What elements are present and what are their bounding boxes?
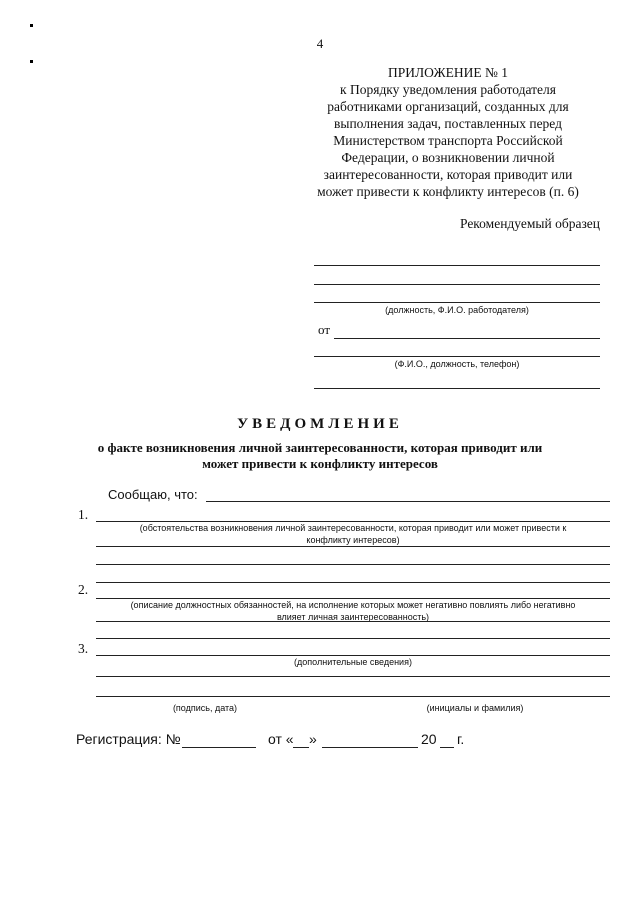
margin-mark — [30, 24, 33, 27]
annex-line: работниками организаций, созданных для — [327, 99, 569, 114]
item-1-caption — [96, 522, 610, 546]
item-2-number: 2. — [78, 582, 89, 597]
notice-title: УВЕДОМЛЕНИЕ — [237, 416, 403, 432]
intro-text: Сообщаю, что: — [108, 487, 198, 502]
margin-mark — [30, 60, 33, 63]
annex-line: Министерством транспорта Российской — [333, 133, 563, 148]
item-1-caption-line: конфликту интересов) — [306, 535, 400, 545]
annex-header — [298, 64, 598, 200]
item-3-caption: (дополнительные сведения) — [294, 657, 412, 667]
registration-month-field[interactable] — [322, 747, 418, 748]
item-2-caption — [96, 599, 610, 623]
item-2-caption-line: (описание должностных обязанностей, на исполнение которых может негативно повлиять либо негативно — [130, 600, 576, 610]
employer-field-line[interactable] — [314, 265, 600, 266]
item-3-field-line[interactable] — [96, 696, 610, 697]
item-1-number: 1. — [78, 507, 89, 522]
annex-title: ПРИЛОЖЕНИЕ № 1 — [387, 65, 509, 80]
registration-year-prefix: 20 — [421, 731, 437, 747]
employer-caption: (должность, Ф.И.О. работодателя) — [385, 305, 529, 315]
annex-line: к Порядку уведомления работодателя — [340, 82, 556, 97]
annex-line: Федерации, о возникновении личной — [341, 150, 555, 165]
item-1-caption-line: (обстоятельства возникновения личной заинтересованности, которая приводит или может привести к — [139, 523, 567, 533]
annex-line: может привести к конфликту интересов (п. 6) — [317, 184, 579, 199]
annex-line: выполнения задач, поставленных перед — [334, 116, 562, 131]
item-2-field-line[interactable] — [96, 621, 610, 622]
registration-number-field[interactable] — [182, 747, 256, 748]
sender-caption: (Ф.И.О., должность, телефон) — [394, 359, 520, 369]
notice-subtitle — [40, 440, 600, 472]
sender-field-line[interactable] — [314, 356, 600, 357]
registration-year-suffix: г. — [457, 731, 465, 747]
item-3-number: 3. — [78, 641, 89, 656]
item-3-field-line[interactable] — [96, 676, 610, 677]
signature-caption: (подпись, дата) — [172, 703, 238, 713]
notice-subtitle-line: может привести к конфликту интересов — [202, 456, 438, 471]
registration-year-field[interactable] — [440, 747, 454, 748]
registration-date-mid: » — [309, 731, 317, 747]
item-1-field-line[interactable] — [96, 582, 610, 583]
name-caption: (инициалы и фамилия) — [426, 703, 524, 713]
page-number: 4 — [316, 36, 324, 51]
item-1-field-line[interactable] — [96, 564, 610, 565]
registration-day-field[interactable] — [293, 747, 309, 748]
sample-label: Рекомендуемый образец — [459, 216, 600, 231]
registration-label: Регистрация: № — [76, 731, 181, 747]
annex-line: заинтересованности, которая приводит или — [323, 167, 573, 182]
from-label: от — [318, 322, 331, 337]
notice-subtitle-line: о факте возникновения личной заинтересованности, которая приводит или — [97, 440, 543, 455]
item-2-field-line[interactable] — [96, 638, 610, 639]
item-1-field-line[interactable] — [96, 546, 610, 547]
employer-field-line[interactable] — [314, 284, 600, 285]
intro-field-line[interactable] — [206, 501, 610, 502]
employer-field-line[interactable] — [314, 302, 600, 303]
sender-field-line[interactable] — [334, 338, 600, 339]
registration-date-prefix: от « — [268, 731, 294, 747]
item-2-caption-line: влияет личная заинтересованность) — [276, 612, 430, 622]
sender-field-line[interactable] — [314, 388, 600, 389]
